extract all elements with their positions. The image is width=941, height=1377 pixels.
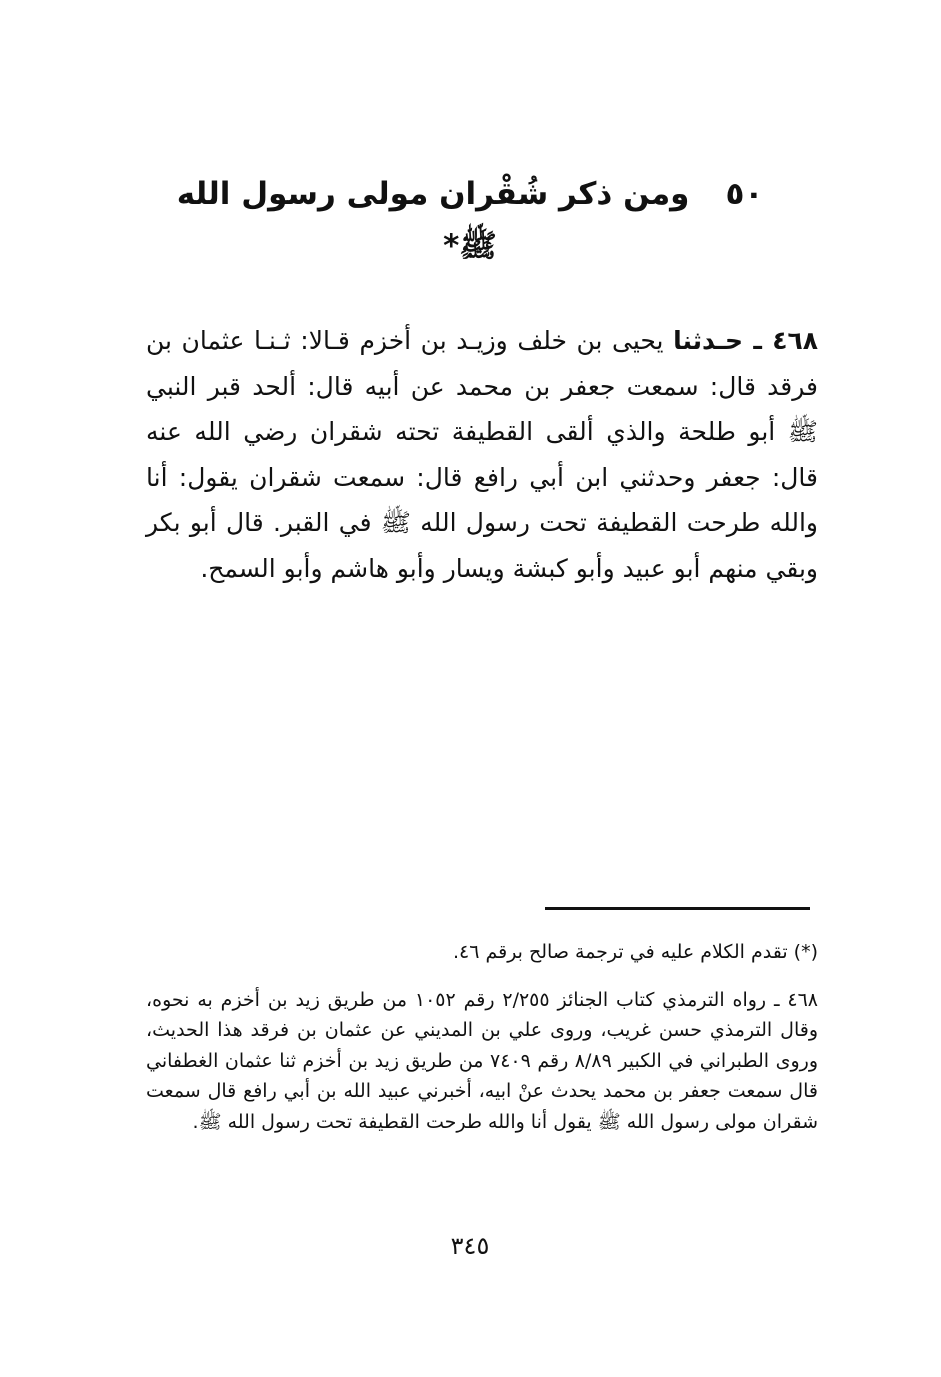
section-heading: [150, 168, 790, 272]
section-number: ٥٠: [725, 176, 764, 212]
section-title: ومن ذكر شُقْران مولى رسول الله ﷺ*: [176, 176, 690, 264]
page-number: ٣٤٥: [450, 1232, 490, 1260]
footnote-star: (*) تقدم الكلام عليه في ترجمة صالح برقم ٤٦.: [452, 941, 818, 963]
hadith-lead: ٤٦٨ ـ حـدثنا: [673, 326, 818, 355]
footnotes: [146, 937, 818, 1137]
hadith-paragraph: [146, 318, 818, 591]
footnote-divider: [545, 907, 810, 910]
footnote-468: ٤٦٨ ـ رواه الترمذي كتاب الجنائز ٢/٢٥٥ رقم ١٠٥٢ من طريق زيد بن أخزم به نحوه، وقال الترمذي حسن غريب، وروى علي بن المديني عن عثمان بن فرقد هذا الحديث، وروى الطبراني في الكبير ٨/٨٩ رقم ٧٤٠٩ من طريق زيد بن أخزم ثنا عثمان الغطفاني قال سمعت جعفر بن محمد يحدث عنْ ابيه، أخبرني عبيد الله بن أبي رافع قال سمعت شقران مولى رسول الله ﷺ يقول أنا والله طرحت القطيفة تحت رسول الله ﷺ.: [146, 988, 819, 1133]
hadith-text: يحيى بن خلف وزيـد بن أخزم قـالا: ثـنـا عثمان بن فرقد قال: سمعت جعفر بن محمد عن أبيه قال: ألحد قبر النبي ﷺ أبو طلحة والذي ألقى القطيفة تحته شقران رضي الله عنه قال: جعفر وحدثني ابن أبي رافع قال: سمعت شقران يقول: أنا والله طرحت القطيفة تحت رسول الله ﷺ في القبر. قال أبو بكر وبقي منهم أبو عبيد وأبو كبشة ويسار وأبو هاشم وأبو السمح.: [146, 326, 818, 583]
